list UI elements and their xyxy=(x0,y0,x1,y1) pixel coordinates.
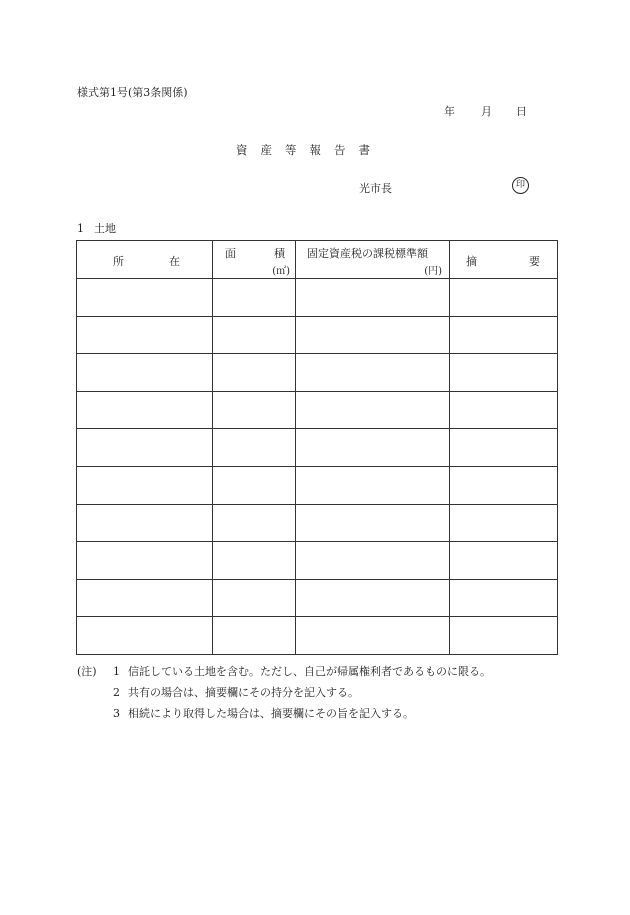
tax-base-value-cell[interactable] xyxy=(296,504,450,542)
remarks-cell[interactable] xyxy=(450,617,558,655)
location-header-char-1: 所 xyxy=(113,255,124,268)
table-row xyxy=(77,579,558,617)
location-cell[interactable] xyxy=(77,354,213,392)
table-row xyxy=(77,504,558,542)
tax-base-value-cell[interactable] xyxy=(296,542,450,580)
remarks-header-char-1: 摘 xyxy=(466,255,477,268)
section-heading xyxy=(77,220,116,236)
tax-base-value-cell[interactable] xyxy=(296,579,450,617)
location-cell[interactable] xyxy=(77,617,213,655)
remarks-cell[interactable] xyxy=(450,504,558,542)
column-header-tax-base-value xyxy=(296,241,450,279)
remarks-cell[interactable] xyxy=(450,542,558,580)
area-header-char-1: 面 xyxy=(225,247,236,260)
table-row xyxy=(77,542,558,580)
location-cell[interactable] xyxy=(77,466,213,504)
table-row xyxy=(77,354,558,392)
note-text: 相続により取得した場合は、摘要欄にその旨を記入する。 xyxy=(128,707,414,720)
remarks-cell[interactable] xyxy=(450,279,558,317)
tax-base-value-cell[interactable] xyxy=(296,391,450,429)
table-row xyxy=(77,466,558,504)
table-header-row xyxy=(77,241,558,279)
area-cell[interactable] xyxy=(213,466,296,504)
remarks-cell[interactable] xyxy=(450,316,558,354)
date-month-label: 月 xyxy=(481,105,492,118)
area-cell[interactable] xyxy=(213,391,296,429)
location-cell[interactable] xyxy=(77,504,213,542)
note-number: 3 xyxy=(113,707,120,720)
remarks-cell[interactable] xyxy=(450,354,558,392)
date-year-label: 年 xyxy=(444,105,455,118)
area-cell[interactable] xyxy=(213,579,296,617)
remarks-header-char-2: 要 xyxy=(529,255,540,268)
location-cell[interactable] xyxy=(77,279,213,317)
notes-label: (注) xyxy=(77,665,97,678)
area-unit: (㎡) xyxy=(272,266,290,277)
addressee: 光市長 xyxy=(359,182,392,195)
column-header-remarks xyxy=(450,241,558,279)
date-day-label: 日 xyxy=(516,105,527,118)
tax-base-value-cell[interactable] xyxy=(296,316,450,354)
tax-base-value-unit: (円) xyxy=(424,266,442,277)
section-number: 1 xyxy=(77,222,84,235)
table-row xyxy=(77,429,558,467)
note-text: 信託している土地を含む。ただし、自己が帰属権利者であるものに限る。 xyxy=(128,665,491,678)
land-table xyxy=(76,240,558,655)
area-cell[interactable] xyxy=(213,429,296,467)
location-cell[interactable] xyxy=(77,391,213,429)
note-number: 2 xyxy=(113,686,120,699)
form-number: 様式第1号(第3条関係) xyxy=(77,86,188,99)
note-text: 共有の場合は、摘要欄にその持分を記入する。 xyxy=(128,686,359,699)
tax-base-value-label: 固定資産税の課税標準額 xyxy=(307,247,428,260)
table-row xyxy=(77,279,558,317)
tax-base-value-cell[interactable] xyxy=(296,279,450,317)
area-cell[interactable] xyxy=(213,354,296,392)
column-header-location xyxy=(77,241,213,279)
area-cell[interactable] xyxy=(213,542,296,580)
location-header-char-2: 在 xyxy=(169,255,180,268)
location-cell[interactable] xyxy=(77,579,213,617)
tax-base-value-cell[interactable] xyxy=(296,354,450,392)
location-cell[interactable] xyxy=(77,542,213,580)
table-row xyxy=(77,391,558,429)
area-cell[interactable] xyxy=(213,316,296,354)
remarks-cell[interactable] xyxy=(450,429,558,467)
table-row xyxy=(77,316,558,354)
tax-base-value-cell[interactable] xyxy=(296,429,450,467)
section-label: 土地 xyxy=(94,222,116,235)
tax-base-value-cell[interactable] xyxy=(296,466,450,504)
location-cell[interactable] xyxy=(77,429,213,467)
area-header-char-2: 積 xyxy=(274,247,285,260)
seal-mark: 印 xyxy=(512,177,529,194)
remarks-cell[interactable] xyxy=(450,466,558,504)
area-cell[interactable] xyxy=(213,504,296,542)
note-number: 1 xyxy=(113,665,120,678)
remarks-cell[interactable] xyxy=(450,579,558,617)
document-title: 資産等報告書 xyxy=(236,143,383,157)
area-cell[interactable] xyxy=(213,279,296,317)
column-header-area xyxy=(213,241,296,279)
remarks-cell[interactable] xyxy=(450,391,558,429)
location-cell[interactable] xyxy=(77,316,213,354)
tax-base-value-cell[interactable] xyxy=(296,617,450,655)
table-row xyxy=(77,617,558,655)
area-cell[interactable] xyxy=(213,617,296,655)
